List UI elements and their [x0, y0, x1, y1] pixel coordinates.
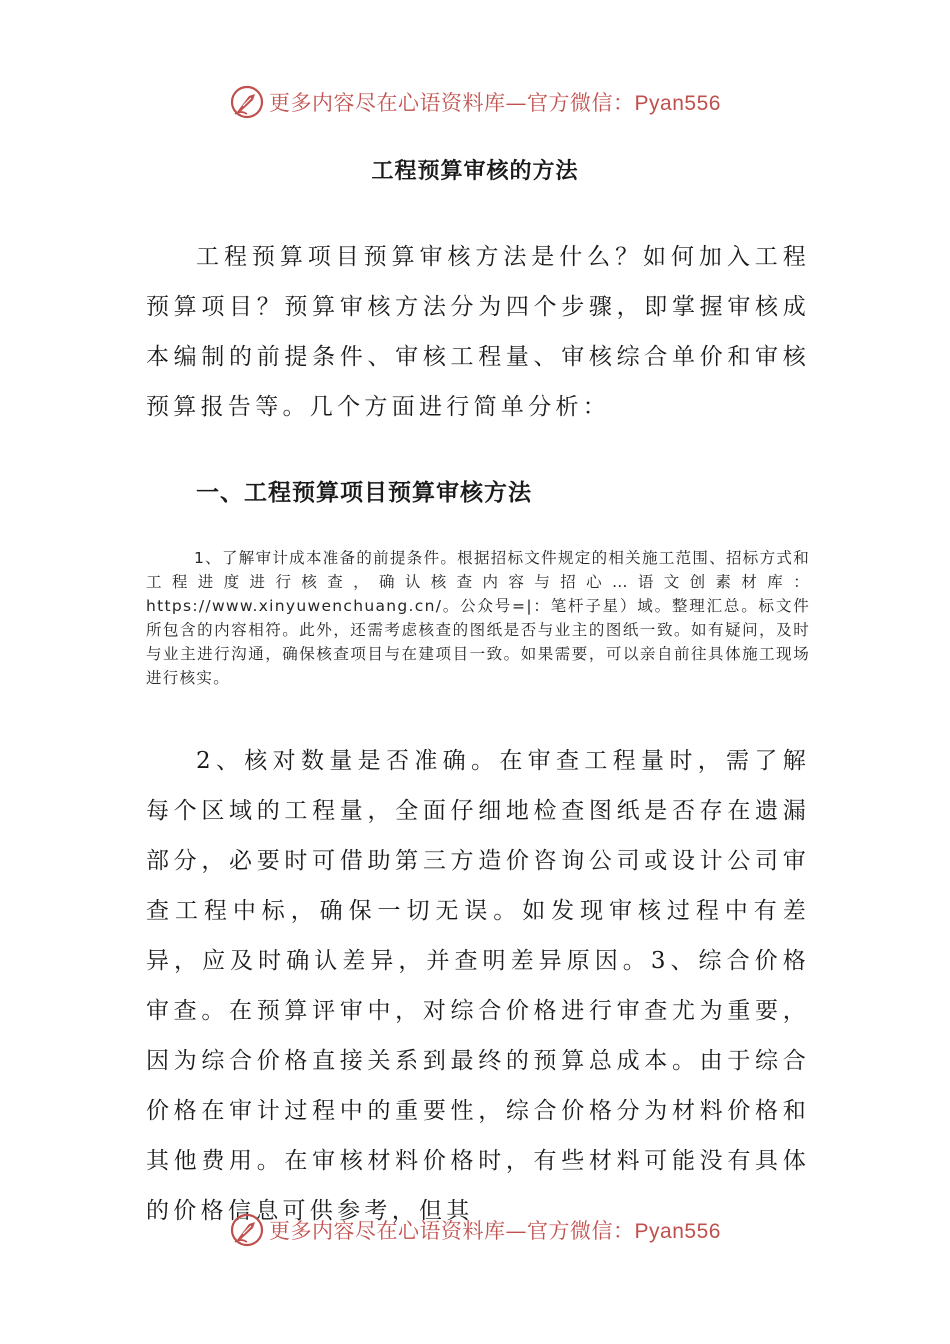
section-heading: 一、工程预算项目预算审核方法 — [196, 479, 532, 506]
watermark-banner-bottom — [0, 1210, 950, 1250]
wechat-id: Pyan556 — [634, 1220, 721, 1243]
watermark-text: 更多内容尽在心语资料库—官方微信：Pyan556 — [269, 1219, 721, 1243]
item-2-paragraph: 2、核对数量是否准确。在审查工程量时，需了解每个区域的工程量，全面仔细地检查图纸是否存在遗漏部分，必要时可借助第三方造价咨询公司或设计公司审查工程中标，确保一切无误。如发现审核过程中有差异，应及时确认差异，并查明差异原因。3、综合价格审查。在预算评审中，对综合价格进行审查尤为重要，因为综合价格直接关系到最终的预算总成本。由于综合价格在审计过程中的重要性，综合价格分为材料价格和其他费用。在审核材料价格时，有些材料可能没有具体的价格信息可供参考，但其 — [146, 748, 810, 1224]
pen-nib-icon — [229, 84, 265, 120]
intro-paragraph: 工程预算项目预算审核方法是什么？如何加入工程预算项目？预算审核方法分为四个步骤，即掌握审核成本编制的前提条件、审核工程量、审核综合单价和审核预算报告等。几个方面进行简单分析： — [146, 244, 810, 420]
wechat-id: Pyan556 — [634, 92, 721, 115]
pen-nib-icon — [229, 1212, 265, 1248]
item-1-paragraph: 1、了解审计成本准备的前提条件。根据招标文件规定的相关施工范围、招标方式和工程进度进行核查，确认核查内容与招心…语文创素材库：https://www.xinyuwenchuang.cn/。公众号=|：笔杆子星）域。整理汇总。标文件所包含的内容相符。此外，还需考虑核查的图纸是否与业主的图纸一致。如有疑问，及时与业主进行沟通，确保核查项目与在建项目一致。如果需要，可以亲自前往具体施工现场进行核实。 — [146, 549, 810, 687]
document-title: 工程预算审核的方法 — [371, 158, 579, 184]
watermark-banner-top — [0, 82, 950, 122]
watermark-text: 更多内容尽在心语资料库—官方微信：Pyan556 — [269, 91, 721, 115]
